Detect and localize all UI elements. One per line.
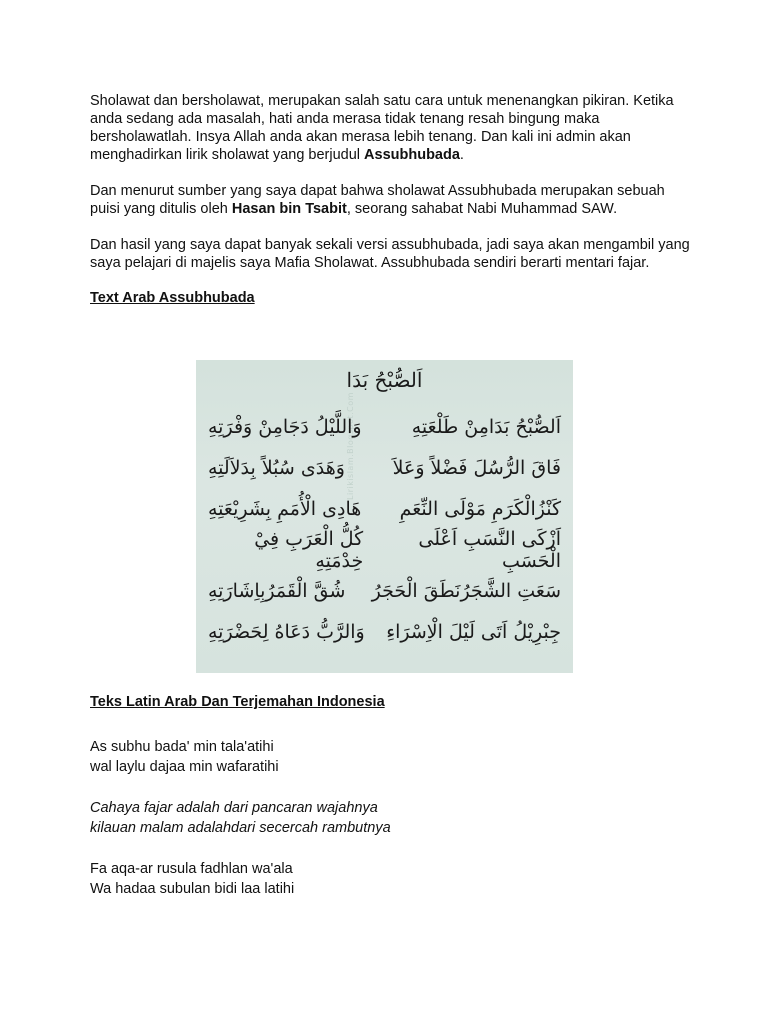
arabic-image-title: اَلصُّبْحُ بَدَا xyxy=(346,368,423,392)
arabic-verse-right: اَزْكَى النَّسَبِ اَعْلَى الْحَسَبِ xyxy=(418,528,561,572)
latin-verse-line: Fa aqa-ar rusula fadhlan wa'ala xyxy=(90,861,293,877)
arabic-verse-left: كُلُّ الْعَرَبِ فِيْ خِدْمَتِهِ xyxy=(254,528,364,572)
intro-paragraph-3: Dan hasil yang saya dapat banyak sekali versi assubhubada, jadi saya akan mengambil yang saya pelajari di majelis saya Mafia Sholawat. Assubhubada sendiri berarti mentari fajar. xyxy=(90,237,690,271)
latin-section xyxy=(90,693,690,899)
arabic-verse-right: اَلصُّبْحُ بَدَامِنْ طَلْعَتِهِ xyxy=(411,416,561,438)
intro-paragraph-2 xyxy=(90,182,690,218)
arabic-verse-right: جِبْرِيْلُ اَتَى لَيْلَ الْاِسْرَاءِ xyxy=(386,621,561,643)
intro-paragraph-1-end: . xyxy=(459,147,464,163)
intro-paragraph-1-text: Sholawat dan bersholawat, merupakan salah satu cara untuk menenangkan pikiran. Ketika anda sedang ada masalah, hati anda merasa tidak tenang resah bingung maka bersholawatlah. Insya Allah anda akan merasa lebih tenang. Dan kali ini admin akan menghadirkan lirik sholawat yang berjudul xyxy=(90,93,674,163)
arabic-verse-right: كَنْزُالْكَرَمِ مَوْلَى النِّعَمِ xyxy=(399,498,561,520)
arabic-lyrics-image xyxy=(196,360,573,673)
arabic-verse-left: هَادِى الْأُمَمِ بِشَرِيْعَتِهِ xyxy=(208,498,362,520)
heading-arab-text: Text Arab Assubhubada xyxy=(90,290,255,306)
arabic-verse-row xyxy=(208,407,561,447)
arabic-verse-row xyxy=(208,571,561,611)
arabic-verse-left: وَاللَّيْلُ دَجَامِنْ وَفْرَتِهِ xyxy=(208,416,362,438)
intro-paragraph-2-text: Dan menurut sumber yang saya dapat bahwa sholawat Assubhubada merupakan sebuah puisi yang ditulis oleh xyxy=(90,183,665,217)
arabic-verse-left: وَالرَّبُّ دَعَاهُ لِحَضْرَتِهِ xyxy=(208,621,365,643)
latin-verse-line: As subhu bada' min tala'atihi xyxy=(90,739,274,755)
intro-paragraph-1 xyxy=(90,92,690,164)
intro-paragraph-2-end: , seorang sahabat Nabi Muhammad SAW. xyxy=(346,201,618,217)
arabic-verse-right: سَعَتِ الشَّجَرُنَطَقَ الْحَجَرُ xyxy=(371,580,561,602)
arabic-verse-row xyxy=(208,530,561,570)
arabic-verse-left: شُقَّ الْقَمَرُبِاِشَارَتِهِ xyxy=(208,580,346,602)
author-emphasis: Hasan bin Tsabit xyxy=(231,201,347,217)
article-body xyxy=(90,92,690,307)
heading-latin-translation: Teks Latin Arab Dan Terjemahan Indonesia xyxy=(90,694,385,710)
arabic-verse-row xyxy=(208,489,561,529)
image-watermark: Lirikislam.Blogspot.Com xyxy=(346,392,355,500)
arabic-verse-right: فَاقَ الرُّسُلَ فَضْلاً وَعَلاَ xyxy=(392,457,561,479)
latin-verse-line: wal laylu dajaa min wafaratihi xyxy=(90,759,279,775)
translation-line: kilauan malam adalahdari secercah rambutnya xyxy=(90,820,391,836)
arabic-verse-left: وَهَدَى سُبُلاً بِدَلاَلَتِهِ xyxy=(208,457,345,479)
latin-verse-line: Wa hadaa subulan bidi laa latihi xyxy=(90,881,295,897)
translation-line: Cahaya fajar adalah dari pancaran wajahnya xyxy=(90,800,378,816)
title-emphasis: Assubhubada xyxy=(364,147,460,163)
arabic-verse-row xyxy=(208,612,561,652)
arabic-verse-row xyxy=(208,448,561,488)
